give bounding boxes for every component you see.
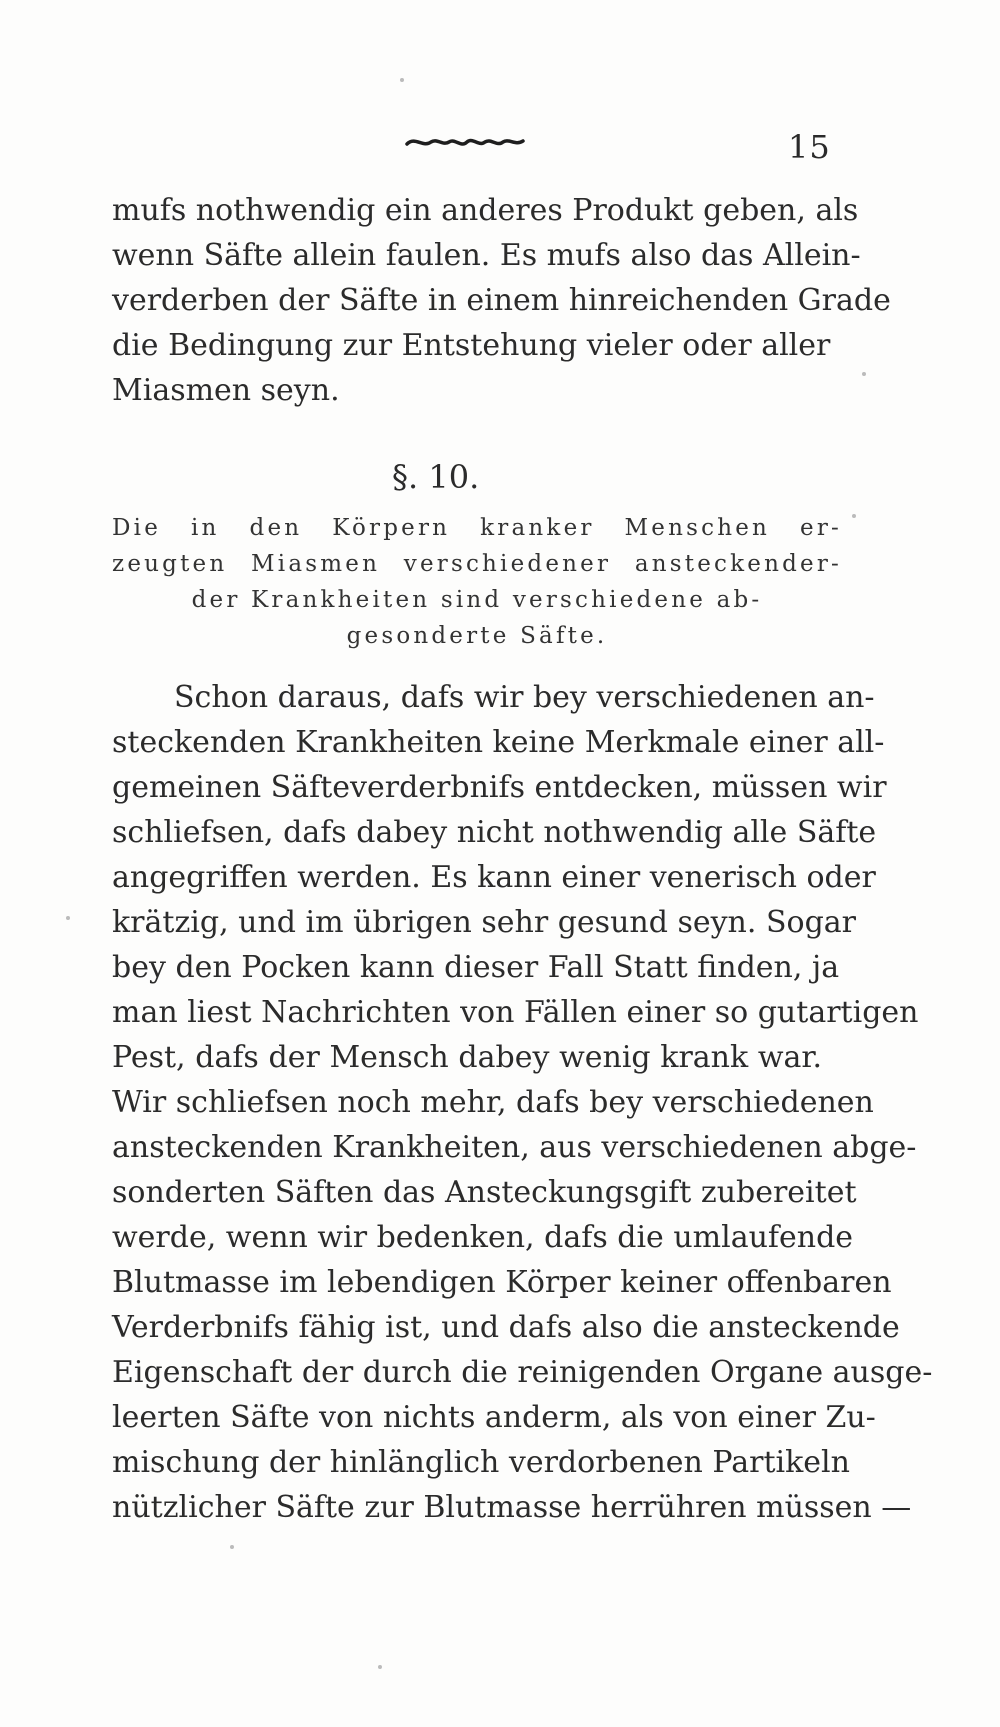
heading-line: zeugten Miasmen verschiedener ansteckender- <box>112 551 842 577</box>
text-line: Schon daraus, dafs wir bey verschiedenen an- <box>174 680 875 715</box>
top-paragraph <box>112 188 891 413</box>
section-number: §. 10. <box>392 458 480 496</box>
text-line: mischung der hinlänglich verdorbenen Partikeln <box>112 1445 850 1480</box>
text-line: Pest, dafs der Mensch dabey wenig krank war. <box>112 1040 822 1075</box>
text-line: wenn Säfte allein faulen. Es mufs also das Allein- <box>112 238 861 273</box>
heading-line: der Krankheiten sind verschiedene ab- <box>191 587 763 613</box>
ornamental-flourish-icon <box>405 132 525 152</box>
text-line: mufs nothwendig ein anderes Produkt geben, als <box>112 193 859 228</box>
text-line: Wir schliefsen noch mehr, dafs bey verschiedenen <box>112 1085 874 1120</box>
text-line: werde, wenn wir bedenken, dafs die umlaufende <box>112 1220 854 1255</box>
text-line: nützlicher Säfte zur Blutmasse herrühren müssen — <box>112 1490 912 1525</box>
paper-speck <box>66 916 70 920</box>
text-line: verderben der Säfte in einem hinreichenden Grade <box>112 283 891 318</box>
text-line: Blutmasse im lebendigen Körper keiner offenbaren <box>112 1265 892 1300</box>
section-heading <box>112 510 842 654</box>
heading-line: Die in den Körpern kranker Menschen er- <box>112 515 842 541</box>
paper-speck <box>230 1545 234 1549</box>
page-number: 15 <box>788 128 831 166</box>
text-line: krätzig, und im übrigen sehr gesund seyn. Sogar <box>112 905 856 940</box>
text-line: ansteckenden Krankheiten, aus verschiedenen abge- <box>112 1130 917 1165</box>
text-line: schliefsen, dafs dabey nicht nothwendig alle Säfte <box>112 815 877 850</box>
text-line: Verderbnifs fähig ist, und dafs also die ansteckende <box>112 1310 900 1345</box>
paper-speck <box>378 1665 382 1669</box>
text-line: die Bedingung zur Entstehung vieler oder aller <box>112 328 831 363</box>
text-line: bey den Pocken kann dieser Fall Statt finden, ja <box>112 950 840 985</box>
paper-speck <box>862 372 866 376</box>
text-line: Miasmen seyn. <box>112 373 340 408</box>
paper-speck <box>852 514 856 518</box>
body-paragraph <box>112 675 933 1530</box>
text-line: sonderten Säften das Ansteckungsgift zubereitet <box>112 1175 857 1210</box>
text-line: leerten Säfte von nichts anderm, als von einer Zu- <box>112 1400 876 1435</box>
text-line: angegriffen werden. Es kann einer venerisch oder <box>112 860 876 895</box>
paper-speck <box>400 78 404 82</box>
heading-line: gesonderte Säfte. <box>346 623 608 649</box>
text-line: steckenden Krankheiten keine Merkmale einer all- <box>112 725 885 760</box>
text-line: Eigenschaft der durch die reinigenden Organe ausge- <box>112 1355 933 1390</box>
text-line: gemeinen Säfteverderbnifs entdecken, müssen wir <box>112 770 887 805</box>
text-line: man liest Nachrichten von Fällen einer so gutartigen <box>112 995 919 1030</box>
